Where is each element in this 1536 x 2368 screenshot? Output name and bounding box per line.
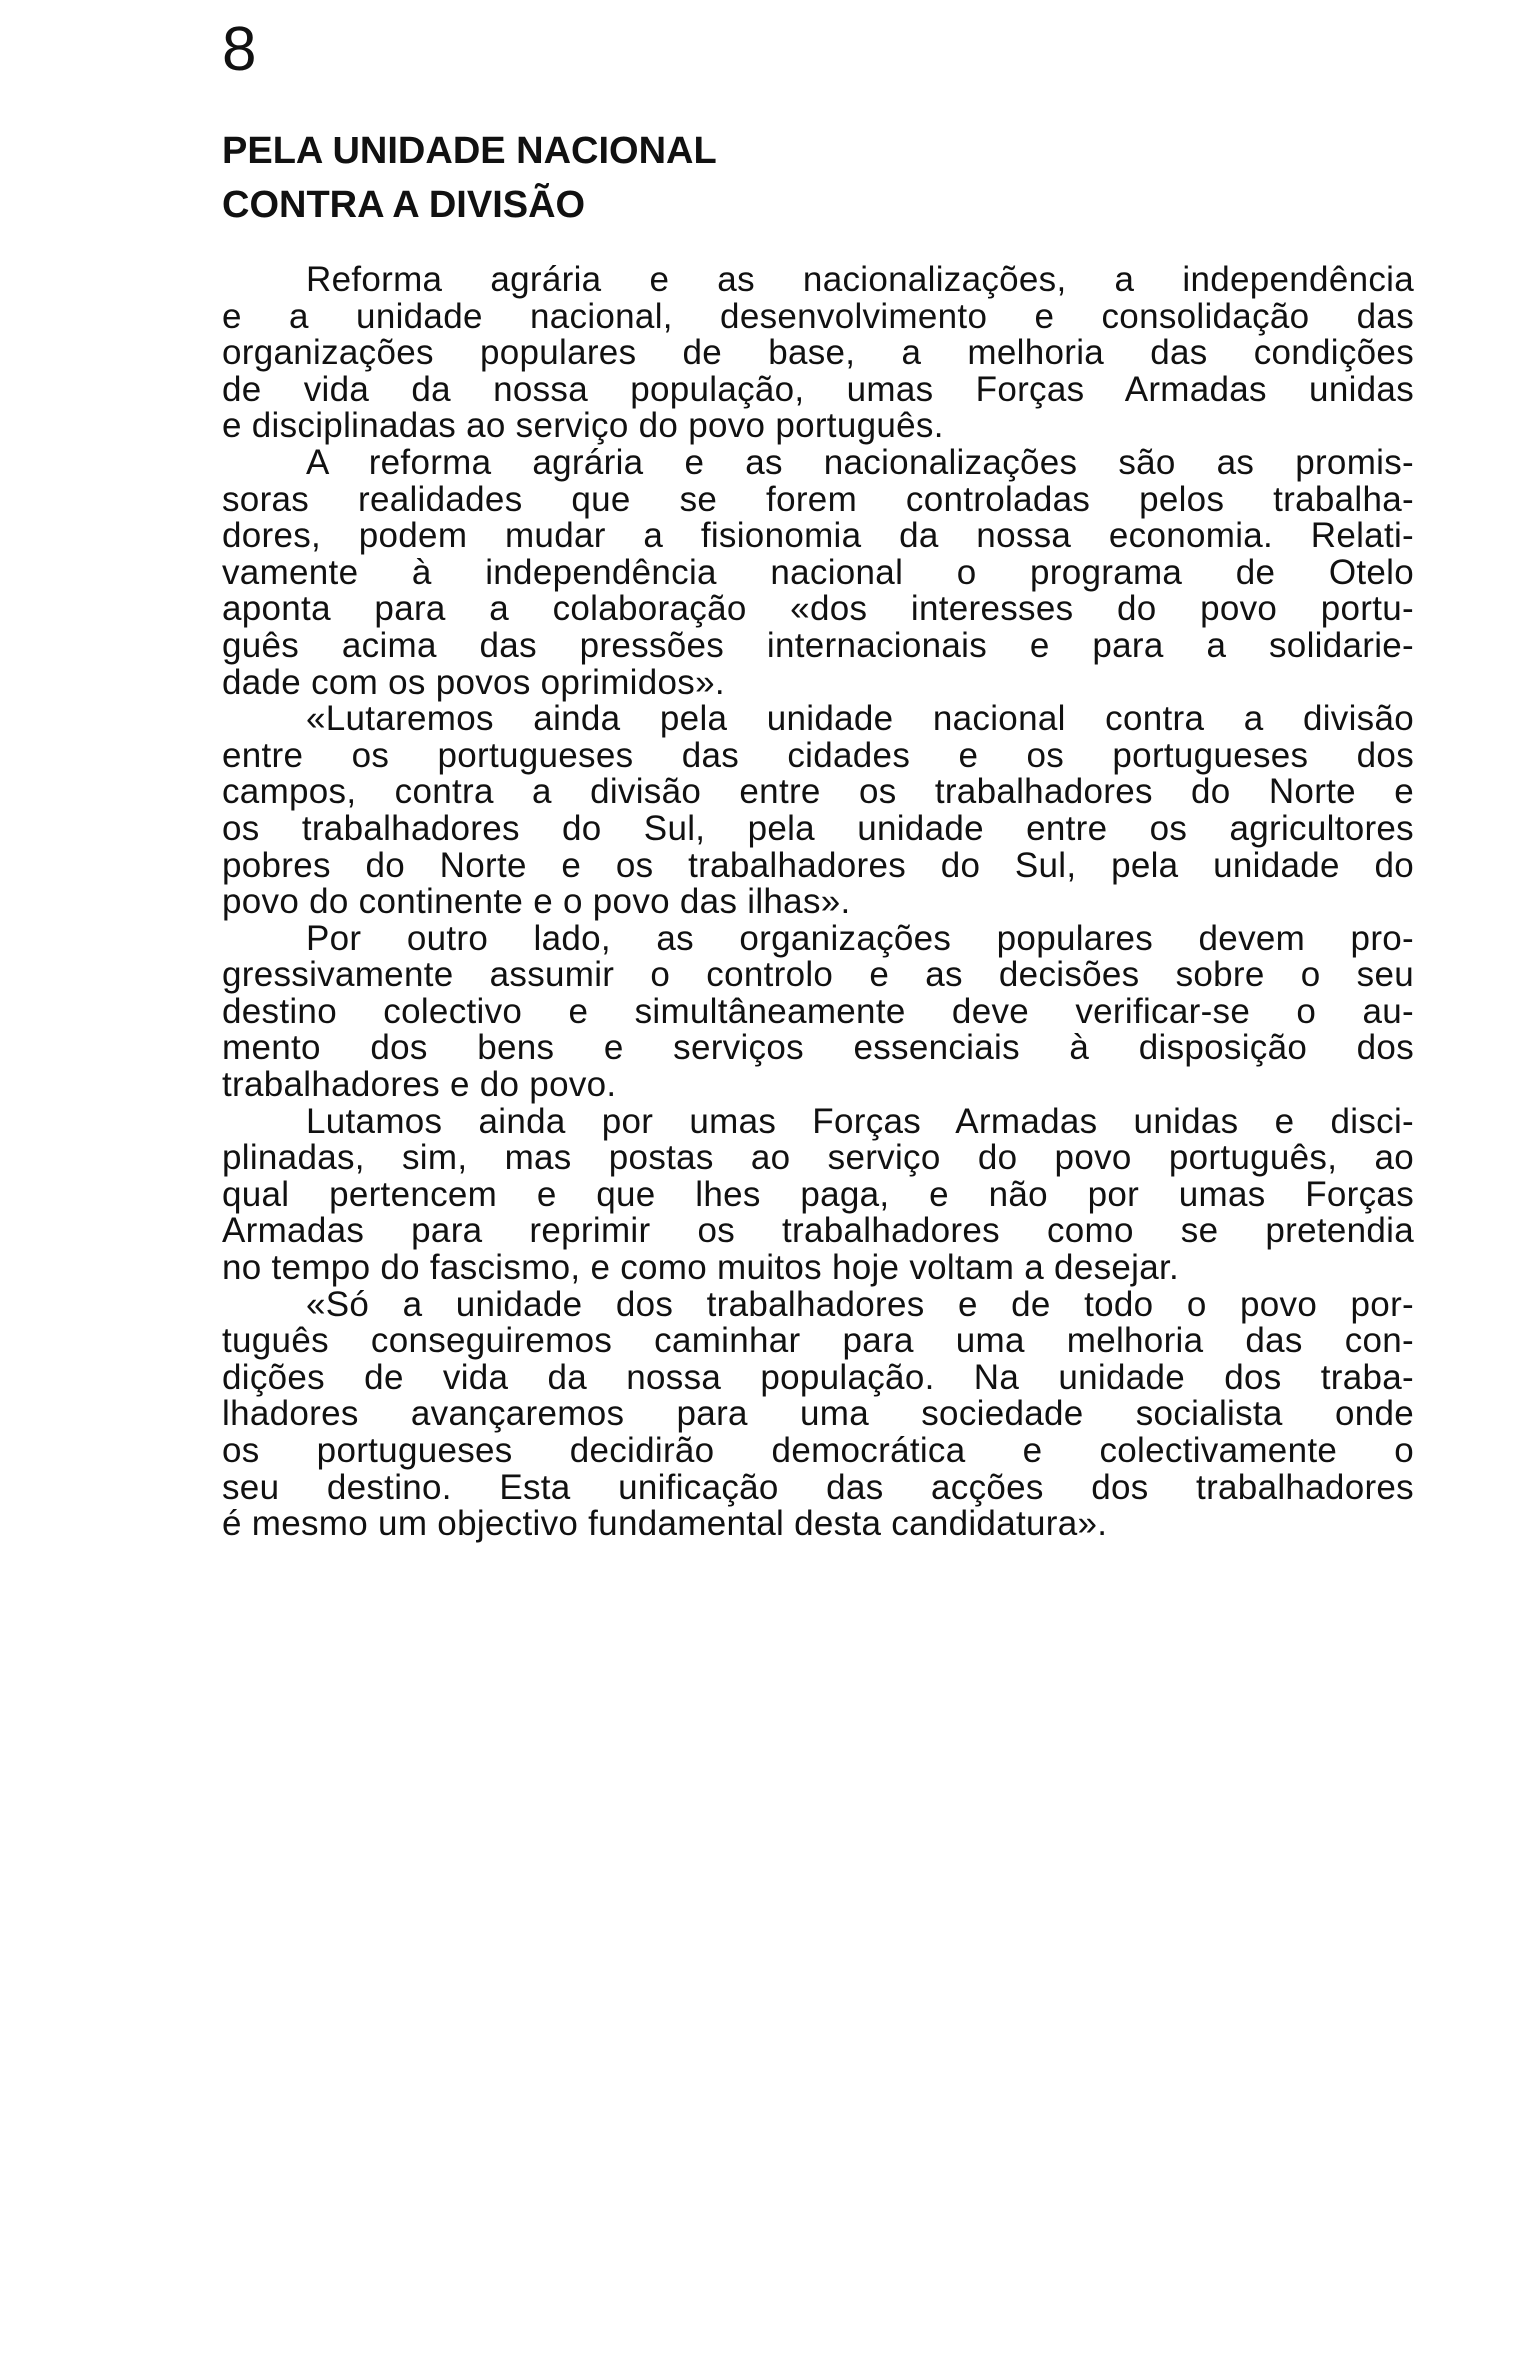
paragraph-1 bbox=[222, 262, 1414, 445]
text-line: é mesmo um objectivo fundamental desta candidatura». bbox=[222, 1504, 1108, 1544]
text-line: Lutamos ainda por umas Forças Armadas unidas e disci- bbox=[306, 1101, 1414, 1141]
text-line: Reforma agrária e as nacionalizações, a independência bbox=[306, 260, 1414, 299]
text-line: lhadores avançaremos para uma sociedade socialista onde bbox=[222, 1394, 1414, 1434]
text-line: soras realidades que se forem controladas pelos trabalha- bbox=[222, 479, 1414, 519]
paragraph-4 bbox=[222, 918, 1414, 1105]
paragraph-6 bbox=[222, 1284, 1414, 1544]
text-line: dores, podem mudar a fisionomia da nossa economia. Relati- bbox=[222, 516, 1414, 556]
title-line-1: PELA UNIDADE NACIONAL bbox=[222, 130, 717, 172]
text-line: A reforma agrária e as nacionalizações são as promis- bbox=[306, 442, 1414, 482]
text-line: Por outro lado, as organizações populares devem pro- bbox=[306, 918, 1414, 958]
paragraph-3 bbox=[222, 701, 1414, 921]
text-line: organizações populares de base, a melhoria das condições bbox=[222, 333, 1414, 373]
text-line: pobres do Norte e os trabalhadores do Sul, pela unidade do bbox=[222, 845, 1414, 885]
text-line: aponta para a colaboração «dos interesses do povo portu- bbox=[222, 589, 1414, 629]
text-line: plinadas, sim, mas postas ao serviço do povo português, ao bbox=[222, 1138, 1414, 1178]
page-title bbox=[222, 124, 717, 232]
page-number: 8 bbox=[222, 15, 257, 84]
text-line: Armadas para reprimir os trabalhadores como se pretendia bbox=[222, 1211, 1414, 1251]
article-body bbox=[222, 262, 1414, 1543]
text-line: destino colectivo e simultâneamente deve verificar-se o au- bbox=[222, 991, 1414, 1031]
title-line-2: CONTRA A DIVISÃO bbox=[222, 184, 586, 226]
text-line: dições de vida da nossa população. Na unidade dos traba- bbox=[222, 1357, 1414, 1397]
text-line: e disciplinadas ao serviço do povo português. bbox=[222, 406, 944, 446]
text-line: tuguês conseguiremos caminhar para uma melhoria das con- bbox=[222, 1321, 1414, 1361]
text-line: campos, contra a divisão entre os trabalhadores do Norte e bbox=[222, 772, 1414, 812]
text-line: guês acima das pressões internacionais e para a solidarie- bbox=[222, 625, 1414, 665]
text-line: dade com os povos oprimidos». bbox=[222, 662, 725, 702]
text-line: gressivamente assumir o controlo e as decisões sobre o seu bbox=[222, 955, 1414, 995]
paragraph-2 bbox=[222, 442, 1414, 702]
text-line: mento dos bens e serviços essenciais à disposição dos bbox=[222, 1028, 1414, 1068]
text-line: entre os portugueses das cidades e os portugueses dos bbox=[222, 735, 1414, 775]
text-line: no tempo do fascismo, e como muitos hoje voltam a desejar. bbox=[222, 1248, 1180, 1288]
text-line: povo do continente e o povo das ilhas». bbox=[222, 882, 851, 922]
text-line: os portugueses decidirão democrática e colectivamente o bbox=[222, 1431, 1414, 1470]
text-line: «Lutaremos ainda pela unidade nacional contra a divisão bbox=[306, 699, 1414, 739]
paragraph-5 bbox=[222, 1101, 1414, 1288]
text-line: vamente à independência nacional o programa de Otelo bbox=[222, 552, 1414, 592]
text-line: de vida da nossa população, umas Forças Armadas unidas bbox=[222, 369, 1414, 409]
text-line: qual pertencem e que lhes paga, e não por umas Forças bbox=[222, 1174, 1414, 1214]
text-line: e a unidade nacional, desenvolvimento e consolidação das bbox=[222, 296, 1414, 336]
text-line: seu destino. Esta unificação das acções dos trabalhadores bbox=[222, 1467, 1414, 1507]
text-line: «Só a unidade dos trabalhadores e de todo o povo por- bbox=[306, 1284, 1414, 1324]
text-line: trabalhadores e do povo. bbox=[222, 1065, 617, 1105]
text-line: os trabalhadores do Sul, pela unidade entre os agricultores bbox=[222, 808, 1414, 848]
